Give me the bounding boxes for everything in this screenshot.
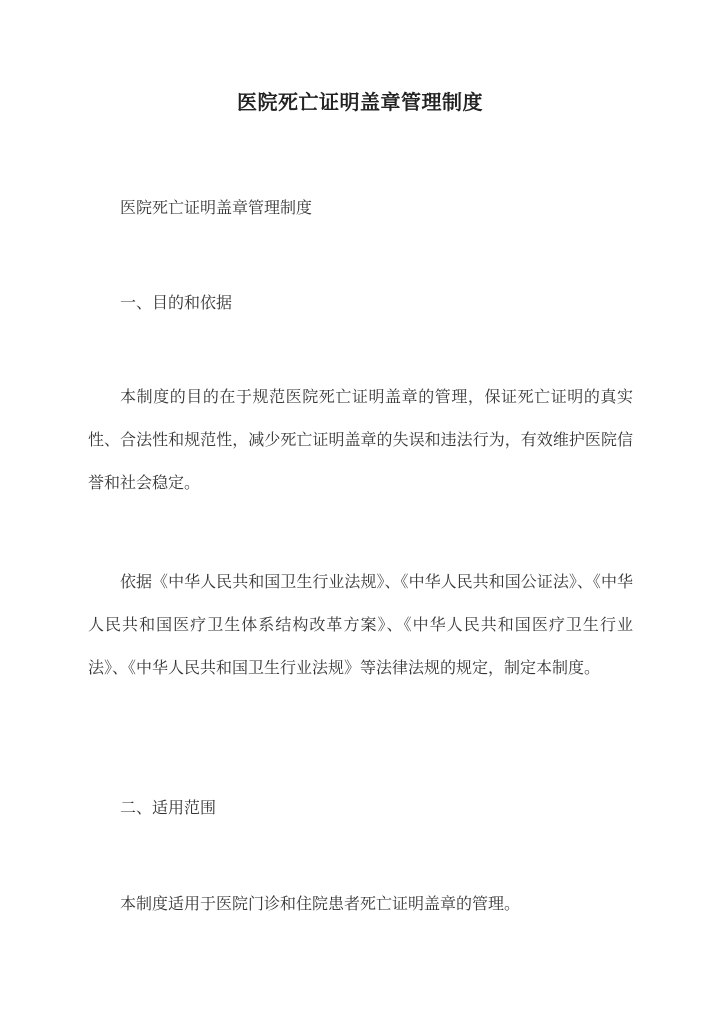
paragraph-basis: 依据《中华人民共和国卫生行业法规》、《中华人民共和国公证法》、《中华人民共和国医疗卫生体系结构改革方案》、《中华人民共和国医疗卫生行业法》、《中华人民共和国卫生行业法规》等法律法规的规定，制定本制度。: [88, 572, 633, 677]
section-heading-purpose: 一、目的和依据: [120, 293, 233, 312]
document-title: 医院死亡证明盖章管理制度: [237, 90, 483, 114]
paragraph-scope: 本制度适用于医院门诊和住院患者死亡证明盖章的管理。: [120, 894, 521, 913]
section-heading-scope: 二、适用范围: [120, 798, 217, 817]
paragraph-purpose: 本制度的目的在于规范医院死亡证明盖章的管理，保证死亡证明的真实性、合法性和规范性，减少死亡证明盖章的失误和违法行为，有效维护医院信誉和社会稳定。: [88, 387, 633, 492]
document-subtitle: 医院死亡证明盖章管理制度: [120, 198, 313, 217]
